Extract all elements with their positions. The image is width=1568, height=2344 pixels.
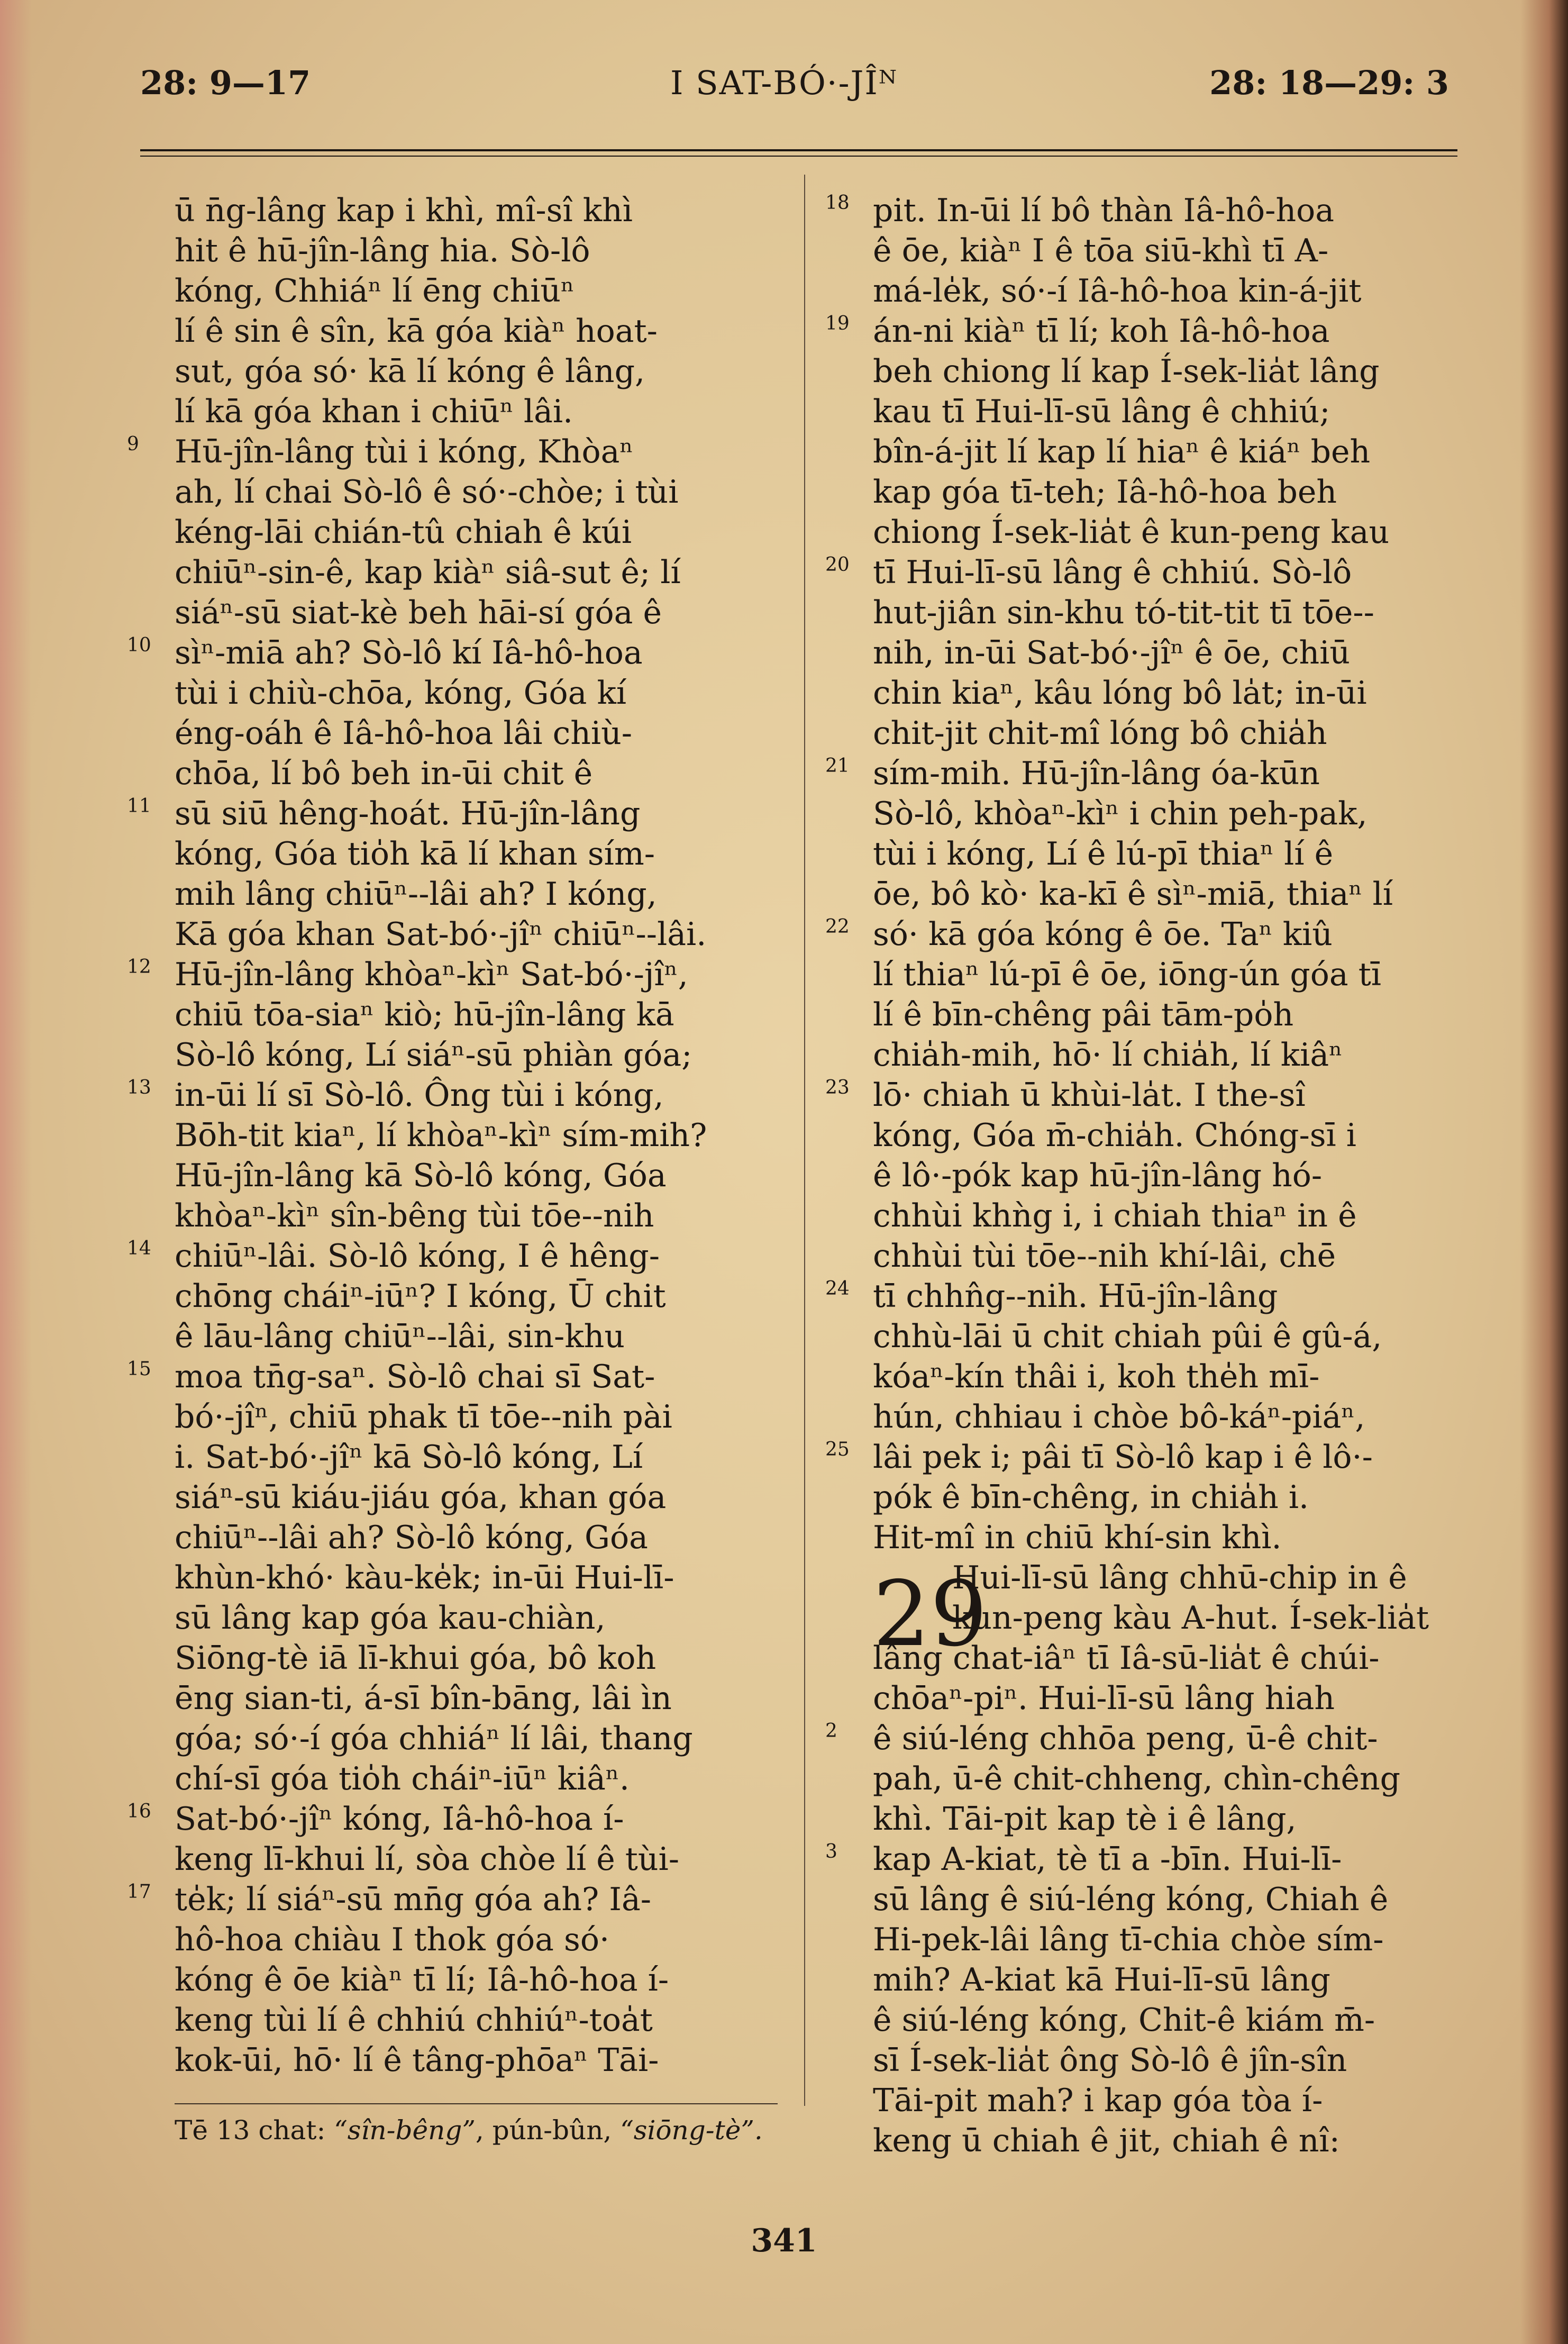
text-line bbox=[873, 432, 1465, 472]
line-text: sū siū hêng-hoát. Hū-jîn-lâng bbox=[175, 795, 641, 832]
footnote-label: Tē 13 chat: bbox=[175, 2115, 326, 2146]
line-text: chit-jit chit-mî lóng bô chia̍h bbox=[873, 715, 1327, 752]
line-text: kóng, Góa tio̍h kā lí khan sím- bbox=[175, 835, 655, 873]
line-text: má-le̍k, só·-í Iâ-hô-hoa kin-á-jit bbox=[873, 272, 1362, 310]
line-text: Kā góa khan Sat-bó·-jîⁿ chiūⁿ--lâi. bbox=[175, 916, 707, 953]
text-line bbox=[873, 2080, 1465, 2121]
footnote-term: “sîn-bêng” bbox=[334, 2115, 476, 2146]
text-line bbox=[175, 1115, 778, 1156]
line-text: bîn-á-jit lí kap lí hiaⁿ ê kiáⁿ beh bbox=[873, 433, 1371, 470]
text-line bbox=[873, 1960, 1465, 2000]
text-line bbox=[175, 713, 778, 753]
line-text: ê ōe, kiàⁿ I ê tōa siū-khì tī A- bbox=[873, 232, 1329, 269]
page-stain bbox=[0, 0, 32, 2344]
line-text: tī chhn̂g--nih. Hū-jîn-lâng bbox=[873, 1278, 1278, 1315]
line-text: in-ūi lí sī Sò-lô. Ông tùi i kóng, bbox=[175, 1077, 664, 1114]
line-text: Tāi-pit mah? i kap góa tòa í- bbox=[873, 2082, 1323, 2119]
line-text: ēng sian-ti, á-sī bîn-bāng, lâi ìn bbox=[175, 1680, 672, 1717]
text-line bbox=[873, 874, 1465, 914]
text-line bbox=[873, 2000, 1465, 2040]
line-text: Hū-jîn-lâng kā Sò-lô kóng, Góa bbox=[175, 1157, 667, 1194]
line-text: i. Sat-bó·-jîⁿ kā Sò-lô kóng, Lí bbox=[175, 1439, 643, 1476]
line-text: Hui-lī-sū lâng chhū-chip in ê bbox=[952, 1559, 1407, 1596]
text-line bbox=[175, 1276, 778, 1316]
verse-number: 15 bbox=[127, 1358, 151, 1380]
header-verse-range-right: 28: 18—29: 3 bbox=[1209, 63, 1449, 102]
right-column bbox=[825, 190, 1465, 2161]
text-line bbox=[175, 834, 778, 874]
line-text: éng-oáh ê Iâ-hô-hoa lâi chiù- bbox=[175, 715, 632, 752]
line-text: kap góa tī-teh; Iâ-hô-hoa beh bbox=[873, 474, 1337, 511]
text-line bbox=[873, 1316, 1465, 1357]
text-line bbox=[175, 552, 778, 593]
header-verse-range-left: 28: 9—17 bbox=[140, 63, 311, 102]
verse-number: 12 bbox=[127, 956, 151, 978]
text-line bbox=[873, 512, 1465, 552]
text-line bbox=[873, 1236, 1465, 1276]
text-line bbox=[873, 2121, 1465, 2161]
text-line bbox=[873, 713, 1465, 753]
text-line bbox=[127, 1799, 778, 1839]
line-text: lí ê bīn-chêng pâi tām-po̍h bbox=[873, 996, 1294, 1033]
text-line bbox=[175, 1960, 778, 2000]
line-text: kóng ê ōe kiàⁿ tī lí; Iâ-hô-hoa í- bbox=[175, 1961, 669, 1998]
line-text: lí kā góa khan i chiūⁿ lâi. bbox=[175, 393, 573, 430]
verse-number: 25 bbox=[825, 1439, 850, 1460]
line-text: lâng chat-iâⁿ tī Iâ-sū-lia̍t ê chúi- bbox=[873, 1640, 1380, 1677]
line-text: Hi-pek-lâi lâng tī-chia chòe sím- bbox=[873, 1921, 1384, 1958]
line-text: chhù-lāi ū chit chiah pûi ê gû-á, bbox=[873, 1318, 1382, 1355]
text-line bbox=[825, 190, 1465, 231]
verse-number: 3 bbox=[825, 1841, 837, 1863]
text-line bbox=[127, 955, 778, 995]
line-text: kau tī Hui-lī-sū lâng ê chhiú; bbox=[873, 393, 1330, 430]
line-text: lí thiaⁿ lú-pī ê ōe, iōng-ún góa tī bbox=[873, 956, 1381, 993]
text-line bbox=[175, 1035, 778, 1075]
line-text: chin kiaⁿ, kâu lóng bô la̍t; in-ūi bbox=[873, 675, 1367, 712]
line-text: hô-hoa chiàu I thok góa só· bbox=[175, 1921, 610, 1958]
text-line bbox=[873, 392, 1465, 432]
text-line bbox=[825, 552, 1465, 593]
page-number: 341 bbox=[751, 2222, 817, 2259]
text-line bbox=[873, 1920, 1465, 1960]
line-text: sím-mih. Hū-jîn-lâng óa-kūn bbox=[873, 755, 1320, 792]
line-text: nih, in-ūi Sat-bó·-jîⁿ ê ōe, chiū bbox=[873, 634, 1351, 671]
text-line bbox=[175, 1719, 778, 1759]
text-line bbox=[175, 2000, 778, 2040]
line-text: só· kā góa kóng ê ōe. Taⁿ kiû bbox=[873, 916, 1333, 953]
line-text: ê lô·-pók kap hū-jîn-lâng hó- bbox=[873, 1157, 1323, 1194]
text-line bbox=[175, 2040, 778, 2080]
line-text: án-ni kiàⁿ tī lí; koh Iâ-hô-hoa bbox=[873, 313, 1330, 350]
line-text: chiong Í-sek-lia̍t ê kun-peng kau bbox=[873, 514, 1390, 551]
line-text: chōng cháiⁿ-iūⁿ? I kóng, Ū chit bbox=[175, 1278, 666, 1315]
line-text: keng tùi lí ê chhiú chhiúⁿ-toa̍t bbox=[175, 2002, 653, 2039]
text-line bbox=[873, 1156, 1465, 1196]
line-text: Bōh-tit kiaⁿ, lí khòaⁿ-kìⁿ sím-mih? bbox=[175, 1117, 707, 1154]
text-line bbox=[873, 995, 1465, 1035]
line-text: Hū-jîn-lâng khòaⁿ-kìⁿ Sat-bó·-jîⁿ, bbox=[175, 956, 688, 993]
text-line bbox=[175, 512, 778, 552]
text-line bbox=[825, 914, 1465, 955]
text-line bbox=[175, 753, 778, 794]
text-line bbox=[127, 432, 778, 472]
text-line bbox=[825, 1075, 1465, 1115]
line-text: lâi pek i; pâi tī Sò-lô kap i ê lô·- bbox=[873, 1439, 1373, 1476]
verse-number: 16 bbox=[127, 1801, 151, 1822]
line-text: kap A-kiat, tè tī a -bīn. Hui-lī- bbox=[873, 1841, 1342, 1878]
text-line bbox=[873, 633, 1465, 673]
line-text: kéng-lāi chián-tû chiah ê kúi bbox=[175, 514, 632, 551]
line-text: chhùi khǹg i, i chiah thiaⁿ in ê bbox=[873, 1197, 1357, 1234]
verse-number: 9 bbox=[127, 433, 139, 455]
text-line bbox=[873, 1196, 1465, 1236]
verse-number: 21 bbox=[825, 755, 850, 777]
line-text: chiūⁿ-lâi. Sò-lô kóng, I ê hêng- bbox=[175, 1238, 660, 1275]
verse-number: 24 bbox=[825, 1278, 850, 1300]
verse-number: 14 bbox=[127, 1238, 151, 1259]
text-line bbox=[175, 1558, 778, 1598]
line-text: sìⁿ-miā ah? Sò-lô kí Iâ-hô-hoa bbox=[175, 634, 643, 671]
line-text: sū lâng kap góa kau-chiàn, bbox=[175, 1600, 606, 1637]
line-text: bó·-jîⁿ, chiū phak tī tōe--nih pài bbox=[175, 1398, 672, 1436]
text-line bbox=[825, 311, 1465, 351]
line-text: tùi i chiù-chōa, kóng, Góa kí bbox=[175, 675, 627, 712]
line-text: chiūⁿ--lâi ah? Sò-lô kóng, Góa bbox=[175, 1519, 648, 1556]
text-line bbox=[175, 231, 778, 271]
text-line bbox=[873, 1518, 1465, 1558]
line-text: kóng, Góa m̄-chia̍h. Chóng-sī i bbox=[873, 1117, 1356, 1154]
text-line bbox=[127, 1236, 778, 1276]
text-line bbox=[825, 753, 1465, 794]
text-line bbox=[873, 593, 1465, 633]
text-line bbox=[175, 472, 778, 512]
line-text: ū n̄g-lâng kap i khì, mî-sî khì bbox=[175, 192, 633, 229]
line-text: kóaⁿ-kín thâi i, koh the̍h mī- bbox=[873, 1358, 1320, 1395]
text-line bbox=[175, 1518, 778, 1558]
footnote-term-alt: “siōng-tè”. bbox=[620, 2115, 763, 2146]
verse-number: 20 bbox=[825, 554, 850, 576]
text-line bbox=[175, 392, 778, 432]
column-divider bbox=[804, 175, 805, 2106]
verse-number: 11 bbox=[127, 795, 151, 817]
text-line bbox=[873, 271, 1465, 311]
text-line bbox=[127, 633, 778, 673]
text-line bbox=[873, 955, 1465, 995]
line-text: sū lâng ê siú-léng kóng, Chiah ê bbox=[873, 1881, 1389, 1918]
text-line bbox=[175, 190, 778, 231]
text-line bbox=[873, 1035, 1465, 1075]
line-text: kun-peng kàu A-hut. Í-sek-lia̍t bbox=[952, 1600, 1429, 1637]
line-text: chōaⁿ-piⁿ. Hui-lī-sū lâng hiah bbox=[873, 1680, 1335, 1717]
text-line bbox=[175, 1316, 778, 1357]
verse-number: 22 bbox=[825, 916, 850, 938]
text-line bbox=[175, 1839, 778, 1879]
footnote bbox=[175, 2114, 778, 2147]
line-text: chhùi tùi tōe--nih khí-lâi, chē bbox=[873, 1238, 1336, 1275]
text-line bbox=[175, 351, 778, 392]
text-line bbox=[873, 2040, 1465, 2080]
text-line bbox=[175, 1678, 778, 1719]
text-line bbox=[175, 1397, 778, 1437]
text-line bbox=[873, 1477, 1465, 1518]
line-text: khì. Tāi-pit kap tè i ê lâng, bbox=[873, 1801, 1297, 1838]
line-text: chiū tōa-siaⁿ kiò; hū-jîn-lâng kā bbox=[175, 996, 674, 1033]
line-text: kóng, Chhiáⁿ lí ēng chiūⁿ bbox=[175, 272, 575, 310]
text-line bbox=[873, 351, 1465, 392]
text-line bbox=[825, 1276, 1465, 1316]
line-text: Hū-jîn-lâng tùi i kóng, Khòaⁿ bbox=[175, 433, 634, 470]
line-text: keng lī-khui lí, sòa chòe lí ê tùi- bbox=[175, 1841, 680, 1878]
text-line bbox=[175, 995, 778, 1035]
line-text: ōe, bô kò· ka-kī ê sìⁿ-miā, thiaⁿ lí bbox=[873, 876, 1393, 913]
line-text: Sat-bó·-jîⁿ kóng, Iâ-hô-hoa í- bbox=[175, 1801, 624, 1838]
text-line bbox=[175, 1598, 778, 1638]
verse-number: 23 bbox=[825, 1077, 850, 1098]
left-column bbox=[127, 190, 778, 2080]
line-text: chiūⁿ-sin-ê, kap kiàⁿ siâ-sut ê; lí bbox=[175, 554, 681, 591]
line-text: sut, góa só· kā lí kóng ê lâng, bbox=[175, 353, 645, 390]
line-text: mih lâng chiūⁿ--lâi ah? I kóng, bbox=[175, 876, 657, 913]
text-line bbox=[127, 1879, 778, 1920]
line-text: moa tn̄g-saⁿ. Sò-lô chai sī Sat- bbox=[175, 1358, 655, 1395]
text-line bbox=[873, 1759, 1465, 1799]
footnote-rule bbox=[175, 2103, 778, 2104]
text-line bbox=[873, 1397, 1465, 1437]
text-line bbox=[873, 472, 1465, 512]
text-line bbox=[873, 1879, 1465, 1920]
text-line bbox=[825, 1719, 1465, 1759]
text-line bbox=[127, 1357, 778, 1397]
verse-number: 17 bbox=[127, 1881, 151, 1903]
line-text: khòaⁿ-kìⁿ sîn-bêng tùi tōe--nih bbox=[175, 1197, 654, 1234]
line-text: siáⁿ-sū siat-kè beh hāi-sí góa ê bbox=[175, 594, 662, 631]
line-text: ah, lí chai Sò-lô ê só·-chòe; i tùi bbox=[175, 474, 679, 511]
line-text: pit. In-ūi lí bô thàn Iâ-hô-hoa bbox=[873, 192, 1334, 229]
line-text: pók ê bīn-chêng, in chia̍h i. bbox=[873, 1479, 1309, 1516]
line-text: lí ê sin ê sîn, kā góa kiàⁿ hoat- bbox=[175, 313, 658, 350]
text-line bbox=[175, 1196, 778, 1236]
line-text: tī Hui-lī-sū lâng ê chhiú. Sò-lô bbox=[873, 554, 1352, 591]
text-line bbox=[873, 834, 1465, 874]
text-line bbox=[873, 673, 1465, 713]
running-title: I SAT-BÓ·-JÎᴺ bbox=[670, 63, 898, 102]
chapter-number: 29 bbox=[873, 1562, 988, 1667]
text-line bbox=[873, 1638, 1465, 1678]
text-line bbox=[873, 1799, 1465, 1839]
line-text: hit ê hū-jîn-lâng hia. Sò-lô bbox=[175, 232, 590, 269]
text-line bbox=[873, 231, 1465, 271]
verse-number: 13 bbox=[127, 1077, 151, 1098]
line-text: hut-jiân sin-khu tó-tit-tit tī tōe-- bbox=[873, 594, 1374, 631]
text-line bbox=[175, 1759, 778, 1799]
line-text: keng ū chiah ê jit, chiah ê nî: bbox=[873, 2122, 1340, 2159]
line-text: ê lāu-lâng chiūⁿ--lâi, sin-khu bbox=[175, 1318, 625, 1355]
line-text: siáⁿ-sū kiáu-jiáu góa, khan góa bbox=[175, 1479, 667, 1516]
line-text: góa; só·-í góa chhiáⁿ lí lâi, thang bbox=[175, 1720, 693, 1757]
line-text: ê siú-léng chhōa peng, ū-ê chit- bbox=[873, 1720, 1378, 1757]
text-line bbox=[175, 1437, 778, 1477]
text-line bbox=[873, 1115, 1465, 1156]
text-line bbox=[175, 1920, 778, 1960]
line-text: ê siú-léng kóng, Chit-ê kiám m̄- bbox=[873, 2002, 1375, 2039]
line-text: beh chiong lí kap Í-sek-lia̍t lâng bbox=[873, 353, 1380, 390]
text-line bbox=[175, 1156, 778, 1196]
line-text: pah, ū-ê chit-chheng, chìn-chêng bbox=[873, 1760, 1401, 1797]
text-line bbox=[175, 914, 778, 955]
text-line bbox=[825, 1839, 1465, 1879]
page-edge-shadow bbox=[1520, 0, 1568, 2344]
text-line bbox=[952, 1598, 1465, 1638]
text-line bbox=[873, 794, 1465, 834]
line-text: chia̍h-mih, hō· lí chia̍h, lí kiâⁿ bbox=[873, 1037, 1343, 1074]
line-text: sī Í-sek-lia̍t ông Sò-lô ê jîn-sîn bbox=[873, 2042, 1347, 2079]
text-line bbox=[825, 1437, 1465, 1477]
text-line bbox=[175, 593, 778, 633]
text-line bbox=[127, 1075, 778, 1115]
verse-number: 10 bbox=[127, 634, 151, 656]
line-text: chōa, lí bô beh in-ūi chit ê bbox=[175, 755, 593, 792]
text-line bbox=[175, 1638, 778, 1678]
text-line bbox=[175, 874, 778, 914]
line-text: mih? A-kiat kā Hui-lī-sū lâng bbox=[873, 1961, 1330, 1998]
text-line bbox=[175, 271, 778, 311]
text-line bbox=[175, 673, 778, 713]
footnote-separator: , pún-bûn, bbox=[475, 2115, 612, 2146]
verse-number: 18 bbox=[825, 192, 850, 214]
header-rule-thin bbox=[140, 156, 1457, 157]
line-text: Hit-mî in chiū khí-sin khì. bbox=[873, 1519, 1282, 1556]
line-text: kok-ūi, hō· lí ê tâng-phōaⁿ Tāi- bbox=[175, 2042, 659, 2079]
line-text: tùi i kóng, Lí ê lú-pī thiaⁿ lí ê bbox=[873, 835, 1334, 873]
header-rule bbox=[140, 149, 1457, 151]
line-text: chí-sī góa tio̍h cháiⁿ-iūⁿ kiâⁿ. bbox=[175, 1760, 630, 1797]
line-text: te̍k; lí siáⁿ-sū mn̄g góa ah? Iâ- bbox=[175, 1881, 651, 1918]
text-line bbox=[127, 794, 778, 834]
verse-number: 19 bbox=[825, 313, 850, 334]
text-line bbox=[873, 1678, 1465, 1719]
text-line bbox=[175, 311, 778, 351]
text-line bbox=[873, 1357, 1465, 1397]
line-text: Siōng-tè iā lī-khui góa, bô koh bbox=[175, 1640, 657, 1677]
text-line bbox=[175, 1477, 778, 1518]
line-text: Sò-lô kóng, Lí siáⁿ-sū phiàn góa; bbox=[175, 1037, 692, 1074]
verse-number: 2 bbox=[825, 1720, 837, 1742]
line-text: khùn-khó· kàu-ke̍k; in-ūi Hui-lī- bbox=[175, 1559, 674, 1596]
line-text: hún, chhiau i chòe bô-káⁿ-piáⁿ, bbox=[873, 1398, 1365, 1436]
line-text: Sò-lô, khòaⁿ-kìⁿ i chin peh-pak, bbox=[873, 795, 1368, 832]
line-text: lō· chiah ū khùi-la̍t. I the-sî bbox=[873, 1077, 1306, 1114]
